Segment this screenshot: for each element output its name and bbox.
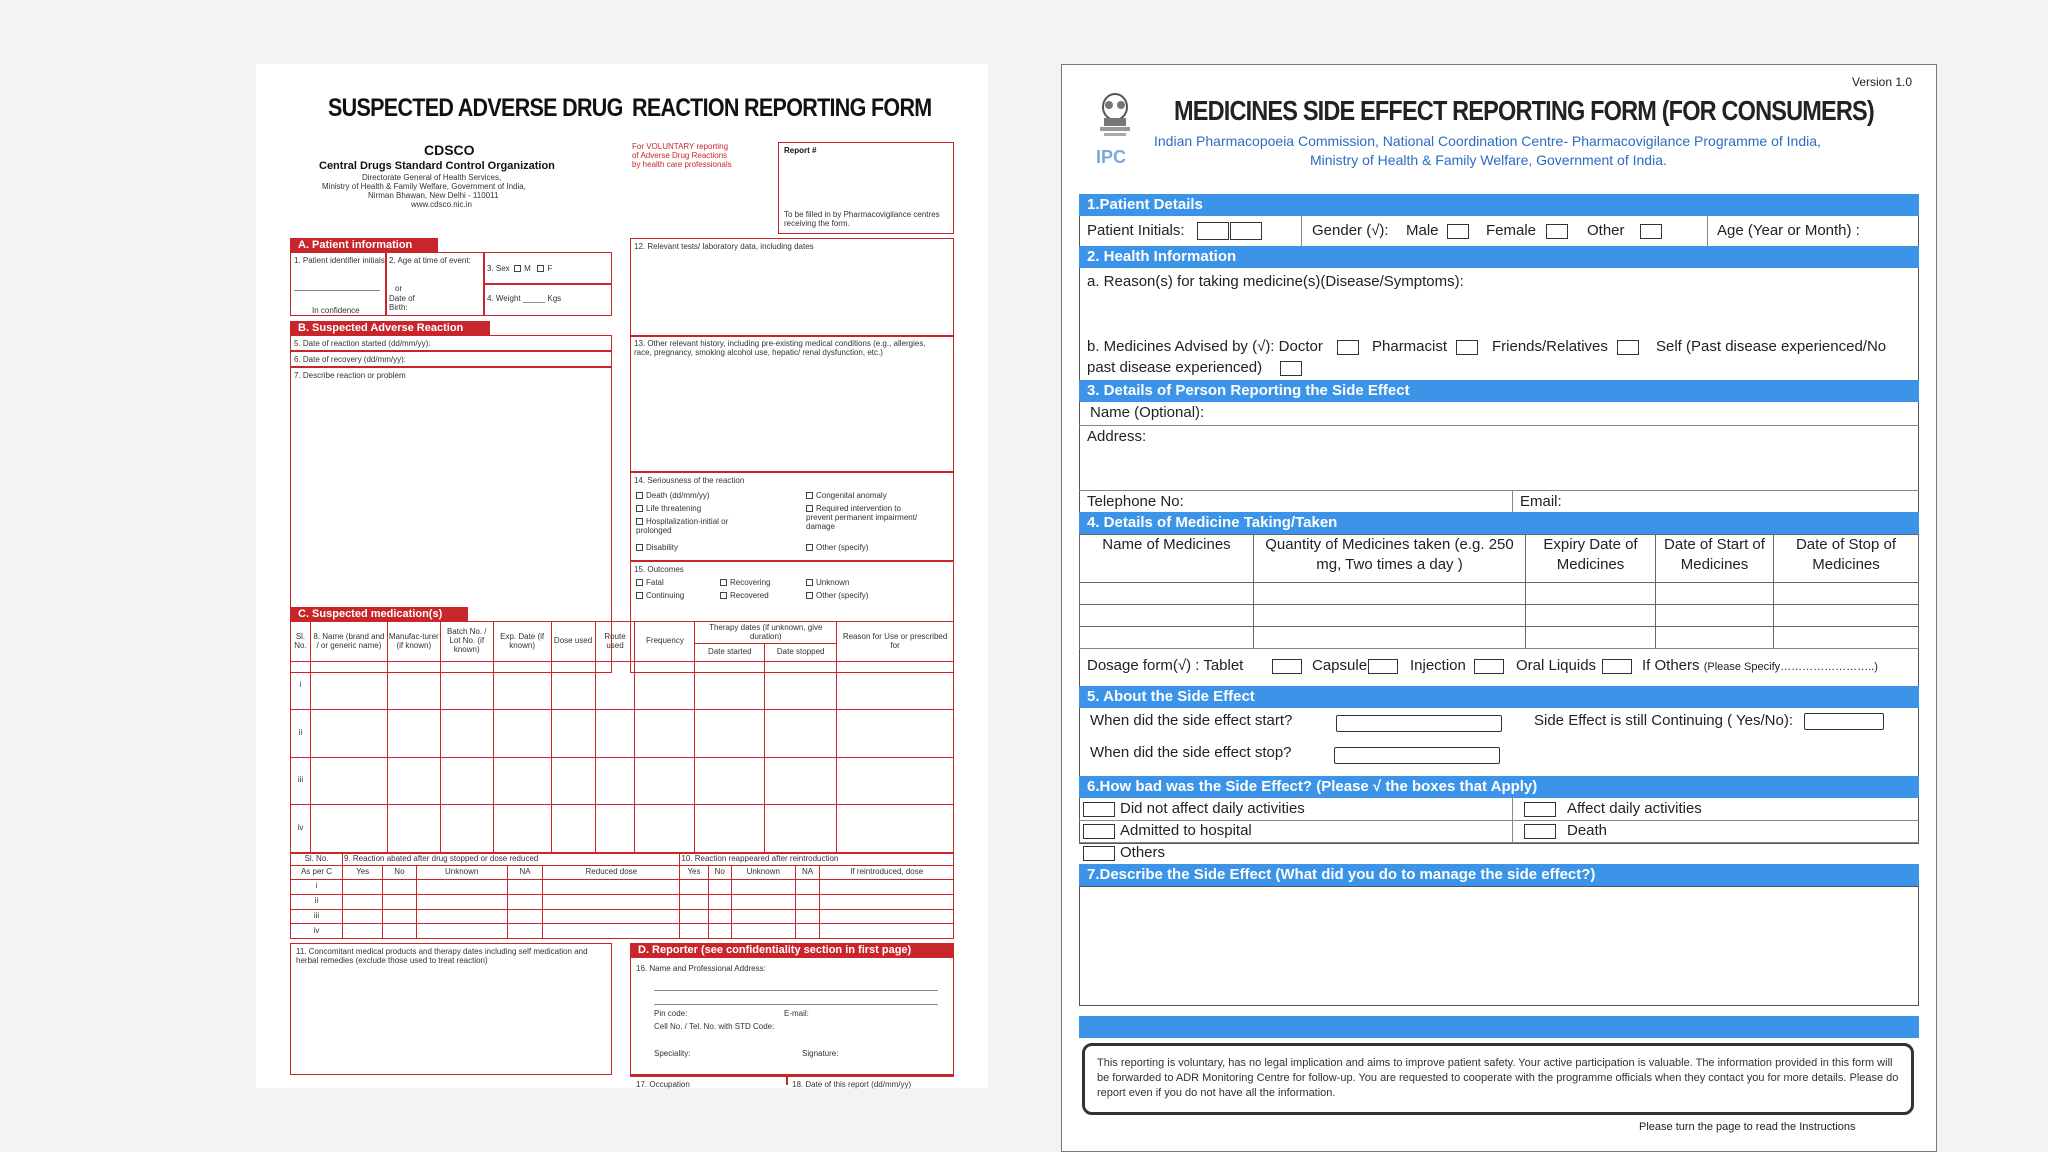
still-continuing-label: Side Effect is still Continuing ( Yes/No): bbox=[1534, 712, 1794, 729]
consumer-side-effect-form bbox=[1061, 64, 1937, 1152]
male-label: Male bbox=[1406, 222, 1439, 239]
history-label[interactable]: 13. Other relevant history, including pre-existing medical conditions (e.g., allergies, race, pregnancy, smoking alcohol use, hepatic/ renal dysfunction, etc.) bbox=[634, 339, 926, 358]
weight-field[interactable]: 4. Weight _____ Kgs bbox=[487, 294, 562, 303]
not-affect-checkbox[interactable] bbox=[1083, 802, 1115, 817]
as-per-c: As per C bbox=[291, 866, 343, 880]
hospital-checkbox[interactable] bbox=[1083, 824, 1115, 839]
med-header-manufacturer: Manufac-turer (if known) bbox=[387, 622, 440, 662]
dob-label: Date of Birth: bbox=[389, 294, 415, 313]
injection-label: Injection bbox=[1410, 657, 1466, 674]
not-affect-label: Did not affect daily activities bbox=[1120, 800, 1305, 817]
female-label: Female bbox=[1486, 222, 1537, 239]
seriousness-congenital[interactable]: Congenital anomaly bbox=[806, 491, 887, 500]
section-4-header: 4. Details of Medicine Taking/Taken bbox=[1079, 512, 1919, 534]
name-label[interactable]: Name (Optional): bbox=[1090, 404, 1205, 421]
med-header-frequency: Frequency bbox=[635, 622, 695, 662]
other-checkbox[interactable] bbox=[1640, 224, 1662, 239]
org-line3: Nirman Bhawan, New Delhi - 110011 bbox=[368, 191, 499, 200]
self-label: Self (Past disease experienced/No bbox=[1656, 338, 1887, 355]
report-number-label: Report # bbox=[784, 146, 817, 155]
med-header-slno: Sl. No. bbox=[291, 622, 311, 662]
other-label: Other bbox=[1587, 222, 1625, 239]
outcome-unknown[interactable]: Unknown bbox=[806, 578, 849, 587]
report-date-label[interactable]: 18. Date of this report (dd/mm/yy) bbox=[792, 1080, 912, 1089]
medicine-row bbox=[1080, 627, 1919, 649]
reappeared-header: 10. Reaction reappeared after reintroduction bbox=[680, 854, 954, 866]
describe-reaction-label[interactable]: 7. Describe reaction or problem bbox=[294, 371, 406, 380]
org-abbr: CDSCO bbox=[424, 142, 475, 158]
turn-page-note: Please turn the page to read the Instructions bbox=[1639, 1121, 1856, 1133]
lab-data-label[interactable]: 12. Relevant tests/ laboratory data, including dates bbox=[634, 242, 814, 251]
med-col-quantity: Quantity of Medicines taken (e.g. 250 mg, Two times a day ) bbox=[1254, 535, 1526, 583]
patient-initials-label: Patient Initials: bbox=[1087, 222, 1185, 239]
seriousness-death[interactable]: Death (dd/mm/yy) bbox=[636, 491, 710, 500]
reaction-abated-table: Sl. No. 9. Reaction abated after drug stopped or dose reduced 10. Reaction reappeared after reintroduction As per C Yes No Unknown NA Reduced dose Yes No Unknown NA If reintroduced, dose i ii iii iv bbox=[290, 853, 954, 939]
friends-checkbox[interactable] bbox=[1617, 340, 1639, 355]
if-others-label[interactable]: If Others (Please Specify……………………..) bbox=[1642, 657, 1878, 674]
email-label[interactable]: Email: bbox=[1520, 493, 1562, 510]
friends-label: Friends/Relatives bbox=[1492, 338, 1608, 355]
section-c-header: C. Suspected medication(s) bbox=[290, 607, 468, 621]
medicine-row bbox=[1080, 605, 1919, 627]
age-label[interactable]: Age (Year or Month) : bbox=[1717, 222, 1860, 239]
side-effect-start-label: When did the side effect start? bbox=[1090, 712, 1293, 729]
reaction-started-label: 5. Date of reaction started (dd/mm/yy): bbox=[294, 339, 431, 348]
med-header-date-stopped: Date stopped bbox=[765, 644, 837, 662]
doctor-checkbox[interactable] bbox=[1337, 340, 1359, 355]
med-col-stop: Date of Stop of Medicines bbox=[1774, 535, 1919, 583]
outcome-other[interactable]: Other (specify) bbox=[806, 591, 868, 600]
hospital-label: Admitted to hospital bbox=[1120, 822, 1252, 839]
med-header-therapy: Therapy dates (if unknown, give duration) bbox=[695, 622, 837, 644]
side-effect-start-input[interactable] bbox=[1336, 715, 1502, 732]
med-col-start: Date of Start of Medicines bbox=[1656, 535, 1774, 583]
med-col-name: Name of Medicines bbox=[1080, 535, 1254, 583]
affect-checkbox[interactable] bbox=[1524, 802, 1556, 817]
suspected-medication-table bbox=[290, 621, 954, 853]
voluntary-note: For VOLUNTARY reporting of Adverse Drug Reactions by health care professionals bbox=[632, 142, 732, 170]
death-checkbox[interactable] bbox=[1524, 824, 1556, 839]
report-number-note: To be filled in by Pharmacovigilance centres receiving the form. bbox=[784, 210, 940, 229]
section-d-header: D. Reporter (see confidentiality section in first page) bbox=[630, 943, 954, 957]
section-2-header: 2. Health Information bbox=[1079, 246, 1919, 268]
oral-liquids-checkbox[interactable] bbox=[1602, 659, 1632, 674]
section-a-header: A. Patient information bbox=[290, 238, 438, 252]
occupation-label[interactable]: 17. Occupation bbox=[636, 1080, 690, 1089]
medicine-row bbox=[1080, 583, 1919, 605]
reasons-label[interactable]: a. Reason(s) for taking medicine(s)(Disease/Symptoms): bbox=[1087, 273, 1464, 290]
describe-side-effect-area[interactable] bbox=[1079, 886, 1919, 1006]
abated-row: iii bbox=[291, 909, 954, 924]
med-row: ii bbox=[291, 709, 954, 757]
section-7-header: 7.Describe the Side Effect (What did you do to manage the side effect?) bbox=[1079, 864, 1919, 886]
address-label[interactable]: Address: bbox=[1087, 428, 1147, 445]
section-footer-bar bbox=[1079, 1016, 1919, 1038]
concomitant-label: 11. Concomitant medical products and therapy dates including self medication and herbal remedies (exclude those used to treat reaction) bbox=[296, 947, 588, 966]
clinical-info-box bbox=[630, 238, 954, 673]
initials-box-2[interactable] bbox=[1230, 222, 1262, 240]
abated-row: iv bbox=[291, 924, 954, 939]
med-row: iv bbox=[291, 805, 954, 853]
med-header-reason: Reason for Use or prescribed for bbox=[837, 622, 954, 662]
dosage-form-label: Dosage form(√) : Tablet bbox=[1087, 657, 1244, 674]
section-5-header: 5. About the Side Effect bbox=[1079, 686, 1919, 708]
patient-initials-label: 1. Patient identifier initials bbox=[294, 256, 385, 265]
section-1-header: 1.Patient Details bbox=[1079, 194, 1919, 216]
age-label: 2. Age at time of event: bbox=[389, 256, 471, 265]
subtitle-line1: Indian Pharmacopoeia Commission, National Coordination Centre- Pharmacovigilance Programme of India, bbox=[1154, 133, 1821, 149]
initials-box-1[interactable] bbox=[1197, 222, 1229, 240]
pharmacist-label: Pharmacist bbox=[1372, 338, 1448, 355]
reporter-email-label[interactable]: E-mail: bbox=[784, 1009, 809, 1018]
abated-slno: Sl. No. bbox=[291, 854, 343, 866]
org-line1: Directorate General of Health Services, bbox=[362, 173, 502, 182]
signature-label[interactable]: Signature: bbox=[802, 1049, 839, 1058]
form-title-part2: REACTION REPORTING FORM bbox=[632, 94, 932, 122]
med-header-name: 8. Name (brand and / or generic name) bbox=[310, 622, 387, 662]
abated-header: 9. Reaction abated after drug stopped or dose reduced bbox=[343, 854, 680, 866]
male-checkbox[interactable] bbox=[1447, 224, 1469, 239]
version-label: Version 1.0 bbox=[1852, 75, 1913, 89]
outcomes-title: 15. Outcomes bbox=[634, 565, 684, 574]
tablet-checkbox[interactable] bbox=[1272, 659, 1302, 674]
pin-code-label[interactable]: Pin code: bbox=[654, 1009, 688, 1018]
others-checkbox[interactable] bbox=[1083, 846, 1115, 861]
disclaimer-box: This reporting is voluntary, has no legal implication and aims to improve patient safety. Your active participation is valuable. The information provided in this form will be forwarded to ADR Monitoring Centre for follow-up. You are requested to cooperate with the programme officials when they contact you for more details. Please do report even if you do not have all the information. bbox=[1082, 1043, 1914, 1115]
med-header-exp: Exp. Date (if known) bbox=[493, 622, 551, 662]
side-effect-stop-input[interactable] bbox=[1334, 747, 1500, 764]
advised-by-label: b. Medicines Advised by (√): Doctor bbox=[1087, 338, 1323, 355]
med-header-route: Route used bbox=[595, 622, 635, 662]
telephone-label[interactable]: Telephone No: bbox=[1087, 493, 1184, 510]
in-confidence-label: In confidence bbox=[312, 306, 360, 315]
self-label-cont: past disease experienced) bbox=[1087, 359, 1263, 376]
section-3-header: 3. Details of Person Reporting the Side Effect bbox=[1079, 380, 1919, 402]
form-title-part1: SUSPECTED ADVERSE DRUG bbox=[328, 94, 623, 122]
outcome-recovered[interactable]: Recovered bbox=[720, 591, 769, 600]
affect-label: Affect daily activities bbox=[1567, 800, 1702, 817]
org-url: www.cdsco.nic.in bbox=[411, 200, 472, 209]
section-6-header: 6.How bad was the Side Effect? (Please √ the boxes that Apply) bbox=[1079, 776, 1919, 798]
still-continuing-input[interactable] bbox=[1804, 713, 1884, 730]
self-checkbox[interactable] bbox=[1280, 361, 1302, 376]
med-header-date-started: Date started bbox=[695, 644, 765, 662]
section-b-header: B. Suspected Adverse Reaction bbox=[290, 321, 490, 335]
reporter-name-label[interactable]: 16. Name and Professional Address: bbox=[636, 964, 766, 973]
logo-text: IPC bbox=[1096, 147, 1127, 167]
oral-liquids-label: Oral Liquids bbox=[1516, 657, 1597, 674]
org-name: Central Drugs Standard Control Organization bbox=[319, 160, 555, 172]
seriousness-title: 14. Seriousness of the reaction bbox=[634, 476, 745, 485]
org-line2: Ministry of Health & Family Welfare, Government of India, bbox=[322, 182, 526, 191]
age-or-label: or bbox=[395, 284, 403, 293]
adr-reporting-form bbox=[256, 64, 988, 1088]
seriousness-disability[interactable]: Disability bbox=[636, 543, 678, 552]
side-effect-stop-label: When did the side effect stop? bbox=[1090, 744, 1292, 761]
seriousness-life-threatening[interactable]: Life threatening bbox=[636, 504, 701, 513]
seriousness-intervention[interactable]: Required intervention to prevent permanent impairment/ damage bbox=[806, 504, 918, 532]
med-row: iii bbox=[291, 757, 954, 805]
capsule-label: Capsule bbox=[1312, 657, 1368, 674]
abated-row: ii bbox=[291, 894, 954, 909]
capsule-checkbox[interactable] bbox=[1368, 659, 1398, 674]
pharmacist-checkbox[interactable] bbox=[1456, 340, 1478, 355]
outcome-recovering[interactable]: Recovering bbox=[720, 578, 770, 587]
death-label: Death bbox=[1567, 822, 1608, 839]
med-header-dose: Dose used bbox=[551, 622, 595, 662]
abated-row: i bbox=[291, 880, 954, 895]
seriousness-hospitalization[interactable]: Hospitalization-initial or prolonged bbox=[636, 517, 729, 536]
med-row: i bbox=[291, 662, 954, 710]
med-header-batch: Batch No. / Lot No. (if known) bbox=[440, 622, 493, 662]
outcome-fatal[interactable]: Fatal bbox=[636, 578, 664, 587]
seriousness-other[interactable]: Other (specify) bbox=[806, 543, 868, 552]
gender-label: Gender (√): bbox=[1312, 222, 1389, 239]
date-recovery-label: 6. Date of recovery (dd/mm/yy): bbox=[294, 355, 407, 364]
subtitle-line2: Ministry of Health & Family Welfare, Government of India. bbox=[1310, 152, 1667, 168]
med-col-expiry: Expiry Date of Medicines bbox=[1526, 535, 1656, 583]
speciality-label[interactable]: Speciality: bbox=[654, 1049, 691, 1058]
outcome-continuing[interactable]: Continuing bbox=[636, 591, 684, 600]
medicine-table bbox=[1079, 534, 1919, 649]
female-checkbox[interactable] bbox=[1546, 224, 1568, 239]
sex-field[interactable]: 3. Sex M F bbox=[487, 264, 553, 273]
others-label: Others bbox=[1120, 844, 1166, 861]
form-title: MEDICINES SIDE EFFECT REPORTING FORM (FOR CONSUMERS) bbox=[1174, 95, 1874, 126]
injection-checkbox[interactable] bbox=[1474, 659, 1504, 674]
tel-label[interactable]: Cell No. / Tel. No. with STD Code: bbox=[654, 1022, 775, 1031]
